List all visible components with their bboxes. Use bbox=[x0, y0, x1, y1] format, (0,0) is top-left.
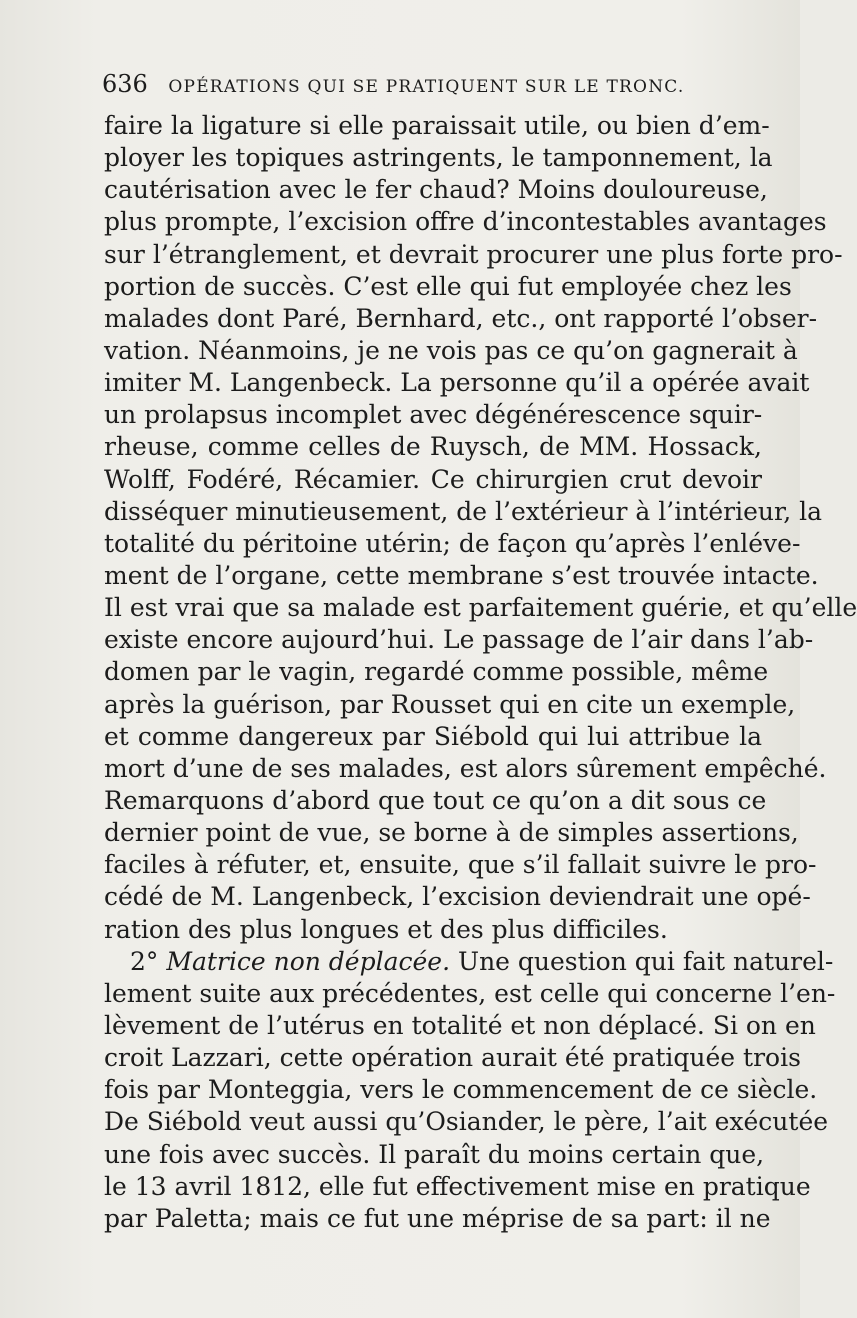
body-text bbox=[104, 110, 857, 1235]
text-line: lèvement de l’utérus en totalité et non déplacé. Si on en bbox=[104, 1010, 816, 1040]
page-header bbox=[102, 70, 742, 104]
text-line: rheuse, comme celles de Ruysch, de MM. Hossack, bbox=[104, 432, 762, 462]
running-head: OPÉRATIONS QUI SE PRATIQUENT SUR LE TRONC. bbox=[168, 77, 685, 97]
text-line: dernier point de vue, se borne à de simples assertions, bbox=[104, 818, 799, 848]
text-line: domen par le vagin, regardé comme possible, même bbox=[104, 657, 769, 687]
text-line: De Siébold veut aussi qu’Osiander, le père, l’ait exécutée bbox=[104, 1107, 829, 1137]
text-line: un prolapsus incomplet avec dégénérescence squir- bbox=[104, 400, 763, 430]
text-line: et comme dangereux par Siébold qui lui attribue la bbox=[104, 721, 762, 751]
section-heading-rest: Une question qui fait naturel- bbox=[450, 946, 834, 976]
text-line: existe encore aujourd’hui. Le passage de l’air dans l’ab- bbox=[104, 625, 814, 655]
text-line: portion de succès. C’est elle qui fut employée chez les bbox=[104, 271, 792, 301]
text-line: imiter M. Langenbeck. La personne qu’il a opérée avait bbox=[104, 368, 810, 398]
text-line: lement suite aux précédentes, est celle qui concerne l’en- bbox=[104, 978, 836, 1008]
text-line: plus prompte, l’excision offre d’incontestables avantages bbox=[104, 207, 827, 237]
text-line: cautérisation avec le fer chaud? Moins douloureuse, bbox=[104, 175, 768, 205]
text-line: le 13 avril 1812, elle fut effectivement mise en pratique bbox=[104, 1171, 811, 1201]
text-line: ment de l’organe, cette membrane s’est trouvée intacte. bbox=[104, 560, 819, 590]
text-line: Wolff, Fodéré, Récamier. Ce chirurgien crut devoir bbox=[104, 464, 762, 494]
text-line: mort d’une de ses malades, est alors sûrement empêché. bbox=[104, 753, 827, 783]
text-line: sur l’étranglement, et devrait procurer une plus forte pro- bbox=[104, 239, 843, 269]
text-line: fois par Monteggia, vers le commencement de ce siècle. bbox=[104, 1075, 818, 1105]
page-number: 636 bbox=[102, 70, 148, 98]
text-line: malades dont Paré, Bernhard, etc., ont rapporté l’obser- bbox=[104, 303, 818, 333]
text-line: disséquer minutieusement, de l’extérieur à l’intérieur, la bbox=[104, 496, 822, 526]
section-heading: Matrice non déplacée. bbox=[166, 946, 451, 976]
text-line: ployer les topiques astringents, le tamponnement, la bbox=[104, 143, 773, 173]
text-line: ration des plus longues et des plus difficiles. bbox=[104, 914, 668, 944]
text-line: croit Lazzari, cette opération aurait été pratiquée trois bbox=[104, 1043, 801, 1073]
text-line: après la guérison, par Rousset qui en cite un exemple, bbox=[104, 689, 796, 719]
text-line: faciles à réfuter, et, ensuite, que s’il fallait suivre le pro- bbox=[104, 850, 817, 880]
text-line: totalité du péritoine utérin; de façon qu’après l’enléve- bbox=[104, 528, 801, 558]
text-line: faire la ligature si elle paraissait utile, ou bien d’em- bbox=[104, 111, 770, 140]
section-heading-line bbox=[104, 946, 834, 978]
text-line: Remarquons d’abord que tout ce qu’on a dit sous ce bbox=[104, 785, 767, 815]
text-line: cédé de M. Langenbeck, l’excision deviendrait une opé- bbox=[104, 882, 811, 912]
text-line: Il est vrai que sa malade est parfaitement guérie, et qu’elle bbox=[104, 593, 857, 623]
text-line: par Paletta; mais ce fut une méprise de sa part: il ne bbox=[104, 1203, 771, 1233]
section-number: 2° bbox=[130, 946, 159, 976]
text-line: vation. Néanmoins, je ne vois pas ce qu’on gagnerait à bbox=[104, 335, 798, 365]
text-line: une fois avec succès. Il paraît du moins certain que, bbox=[104, 1139, 765, 1169]
